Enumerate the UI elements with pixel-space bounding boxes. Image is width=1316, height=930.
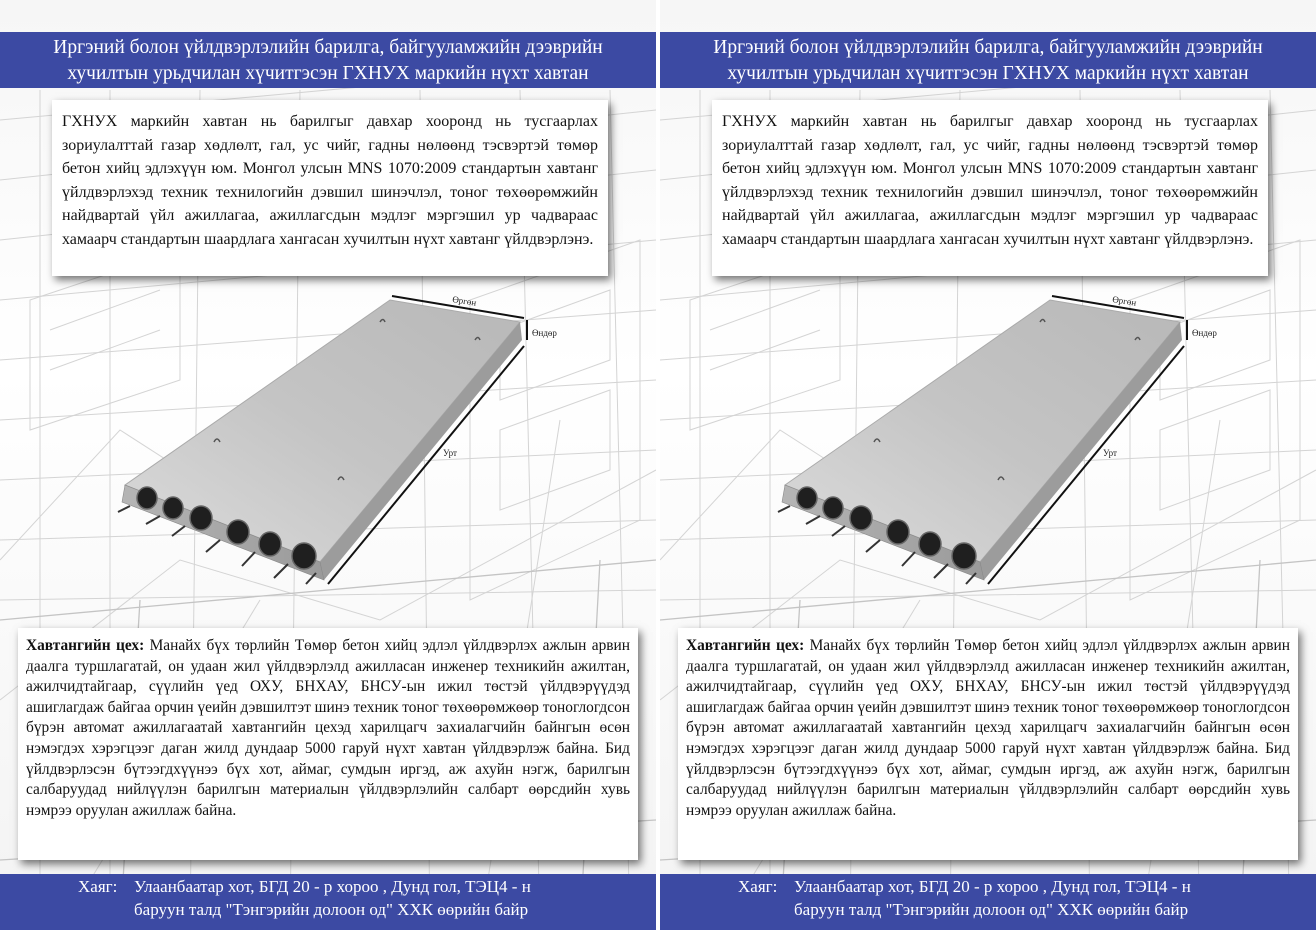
address-line-1: Улаанбаатар хот, БГД 20 - р хороо , Дунд гол, ТЭЦ4 - н xyxy=(794,877,1191,896)
address-line-1: Улаанбаатар хот, БГД 20 - р хороо , Дунд гол, ТЭЦ4 - н xyxy=(134,877,531,896)
brochure-page-right xyxy=(660,0,1316,930)
address-line-2: баруун талд "Тэнгэрийн долоон од" ХХК өөрийн байр xyxy=(794,900,1189,919)
address-label: Хаяг: xyxy=(78,877,118,896)
address-banner xyxy=(660,874,1316,930)
intro-text-box xyxy=(712,100,1268,276)
width-label: Өргөн xyxy=(451,294,477,308)
intro-paragraph: ГХНУХ маркийн хавтан нь барилгыг давхар хооронд нь тусгаарлах зориулалттай газар хөдлөлт, гал, ус чийг, гадны нөлөөнд тэсвэртэй төмөр бетон хийц эдлэхүүн юм. Монгол улсын MNS 1070:2009 стандартын хавтанг үйлдвэрлэхэд техник технилогийн дэвшил шинэчлэл, тоног төхөөрөмжийн найдвартай үйл ажиллагаа, ажиллагсдын мэдлэг мэргэшил ур чадвараас хамаарч стандартын шаардлага хангасан хучилтын нүхт хавтанг үйлдвэрлэнэ. xyxy=(722,113,1258,248)
height-label: Өндөр xyxy=(532,328,557,338)
title-line-1: Иргэний болон үйлдвэрлэлийн барилга, байгууламжийн дээврийн xyxy=(53,37,603,58)
factory-text-box xyxy=(678,628,1298,860)
intro-text-box xyxy=(52,100,608,276)
length-label: Урт xyxy=(1103,448,1117,458)
title-line-2: хучилтын урьдчилан хүчитгэсэн ГХНУХ маркийн нүхт хавтан xyxy=(727,63,1249,84)
width-label: Өргөн xyxy=(1111,294,1137,308)
factory-text-box xyxy=(18,628,638,860)
hollow-core-slab-illustration xyxy=(660,280,1316,620)
factory-paragraph: Манайх бүх төрлийн Төмөр бетон хийц эдлэл үйлдвэрлэх ажлын арвин даалга туршлагатай, он удаан жил үйлдвэрлэлд ажилласан инженер техникийн ажилтан, ажилчидтайгаар, сүүлийн үед ОХУ, БНХАУ, БНСУ-ын ижил төстэй үйлдвэрүүдэд ашиглагдаж байгаа орчин үеийн дэвшилтэт шинэ техник тоног төхөөрөмжөөр тоноглогдсон бүрэн автомат ажиллагаатай хавтангийн цехэд харилцагч захиалагчийн байнгын өсөн нэмэгдэх хэрэгцээг даган жилд дундаар 5000 гаруй нүхт хавтан үйлдвэрлэж байна. Бид үйлдвэрлэсэн бүтээгдхүүнээ бүх хот, аймаг, сумдын иргэд, аж ахуйн нэгж, барилгын салбаруудад нийлүүлэн барилгын материалын үйлдвэрлэлийн салбарт өөрсдийн хувь нэмрээ оруулан ажиллаж байна. xyxy=(26,637,631,819)
intro-paragraph: ГХНУХ маркийн хавтан нь барилгыг давхар хооронд нь тусгаарлах зориулалттай газар хөдлөлт, гал, ус чийг, гадны нөлөөнд тэсвэртэй төмөр бетон хийц эдлэхүүн юм. Монгол улсын MNS 1070:2009 стандартын хавтанг үйлдвэрлэхэд техник технилогийн дэвшил шинэчлэл, тоног төхөөрөмжийн найдвартай үйл ажиллагаа, ажиллагсдын мэдлэг мэргэшил ур чадвараас хамаарч стандартын шаардлага хангасан хучилтын нүхт хавтанг үйлдвэрлэнэ. xyxy=(62,113,598,248)
factory-paragraph: Манайх бүх төрлийн Төмөр бетон хийц эдлэл үйлдвэрлэх ажлын арвин даалга туршлагатай, он удаан жил үйлдвэрлэлд ажилласан инженер техникийн ажилтан, ажилчидтайгаар, сүүлийн үед ОХУ, БНХАУ, БНСУ-ын ижил төстэй үйлдвэрүүдэд ашиглагдаж байгаа орчин үеийн дэвшилтэт шинэ техник тоног төхөөрөмжөөр тоноглогдсон бүрэн автомат ажиллагаатай хавтангийн цехэд харилцагч захиалагчийн байнгын өсөн нэмэгдэх хэрэгцээг даган жилд дундаар 5000 гаруй нүхт хавтан үйлдвэрлэж байна. Бид үйлдвэрлэсэн бүтээгдхүүнээ бүх хот, аймаг, сумдын иргэд, аж ахуйн нэгж, барилгын салбаруудад нийлүүлэн барилгын материалын үйлдвэрлэлийн салбарт өөрсдийн хувь нэмрээ оруулан ажиллаж байна. xyxy=(686,637,1291,819)
hollow-core-slab-illustration xyxy=(0,280,656,620)
address-banner xyxy=(0,874,656,930)
address-label: Хаяг: xyxy=(738,877,778,896)
factory-heading: Хавтангийн цех: xyxy=(26,637,145,654)
length-label: Урт xyxy=(443,448,457,458)
title-line-1: Иргэний болон үйлдвэрлэлийн барилга, байгууламжийн дээврийн xyxy=(713,37,1263,58)
title-line-2: хучилтын урьдчилан хүчитгэсэн ГХНУХ маркийн нүхт хавтан xyxy=(67,63,589,84)
brochure-page-left xyxy=(0,0,656,930)
height-label: Өндөр xyxy=(1192,328,1217,338)
title-banner xyxy=(0,32,656,88)
address-line-2: баруун талд "Тэнгэрийн долоон од" ХХК өөрийн байр xyxy=(134,900,529,919)
title-banner xyxy=(660,32,1316,88)
factory-heading: Хавтангийн цех: xyxy=(686,637,805,654)
